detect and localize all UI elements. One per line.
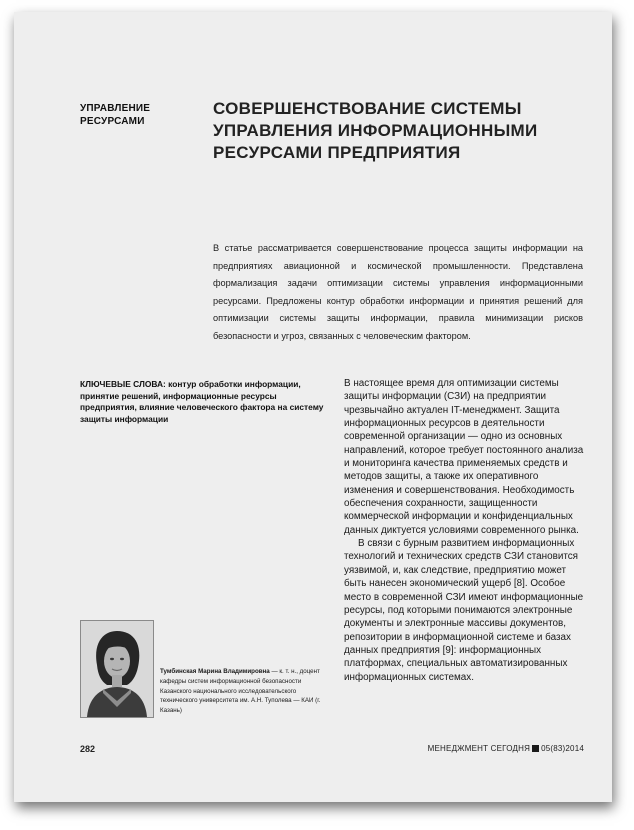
journal-issue: 05(83)2014 (541, 744, 584, 753)
keywords-text: контур обработки информации, принятие решений, информационные ресурсы предприятия, влияние человеческого фактора на систему защиты информации (80, 379, 324, 424)
keywords-label: КЛЮЧЕВЫЕ СЛОВА: (80, 379, 166, 389)
section-label: УПРАВЛЕНИЕ РЕСУРСАМИ (80, 103, 151, 127)
author-info (160, 667, 328, 716)
author-name: Тумбинская Марина Владимировна (160, 668, 270, 675)
article-abstract: В статье рассматривается совершенствование процесса защиты информации на предприятиях авиационной и космической промышленности. Представлена формализация задачи оптимизации системы управления информационными ресурсами. Предложены контур обработки информации и принятия решений для оптимизации системы защиты информации, правила минимизации рисков безопасности и угроз, связанных с человеческим фактором. (213, 243, 583, 341)
author-photo (80, 620, 154, 718)
keywords-block (80, 379, 324, 425)
body-paragraph: В настоящее время для оптимизации системы защиты информации (СЗИ) на предприятии чрезвычайно актуален IT-менеджмент. Защита информационных ресурсов в деятельности современной организации — одно из основных направлений, которое требует постоянного анализа и мониторинга качества применяемых средств и методов защиты, а также их оперативного изменения и совершенствования. Необходимость обеспечения сохранности, защищенности коммерческой информации и конфиденциальных данных диктуется условиями современного рынка. (344, 378, 584, 536)
article-title: СОВЕРШЕНСТВОВАНИЕ СИСТЕМЫ УПРАВЛЕНИЯ ИНФОРМАЦИОННЫМИ РЕСУРСАМИ ПРЕДПРИЯТИЯ (213, 99, 538, 162)
author-credentials: — к. т. н., доцент кафедры систем информационной безопасности Казанского национального исследовательского технического университета им. А.Н. Туполева — КАИ (г. Казань) (160, 668, 321, 715)
page-number: 282 (80, 744, 96, 754)
magazine-page (14, 12, 612, 802)
article-body (344, 377, 584, 684)
journal-name: МЕНЕДЖМЕНТ СЕГОДНЯ (427, 744, 531, 753)
body-paragraph: В связи с бурным развитием информационных технологий и технических средств СЗИ становится уязвимой, и, как следствие, предприятию может быть нанесен экономический ущерб [8]. Особое место в современной СЗИ имеют информационные ресурсы, под которыми понимаются электронные документы и электронные массивы документов, репозитории в информационной системе и базах данных предприятия [9]: информационных платформах, специальных автоматизированных информационных системах. (344, 538, 584, 683)
square-bullet-icon (532, 745, 539, 752)
journal-footer (428, 744, 584, 753)
author-portrait-image (81, 621, 153, 717)
